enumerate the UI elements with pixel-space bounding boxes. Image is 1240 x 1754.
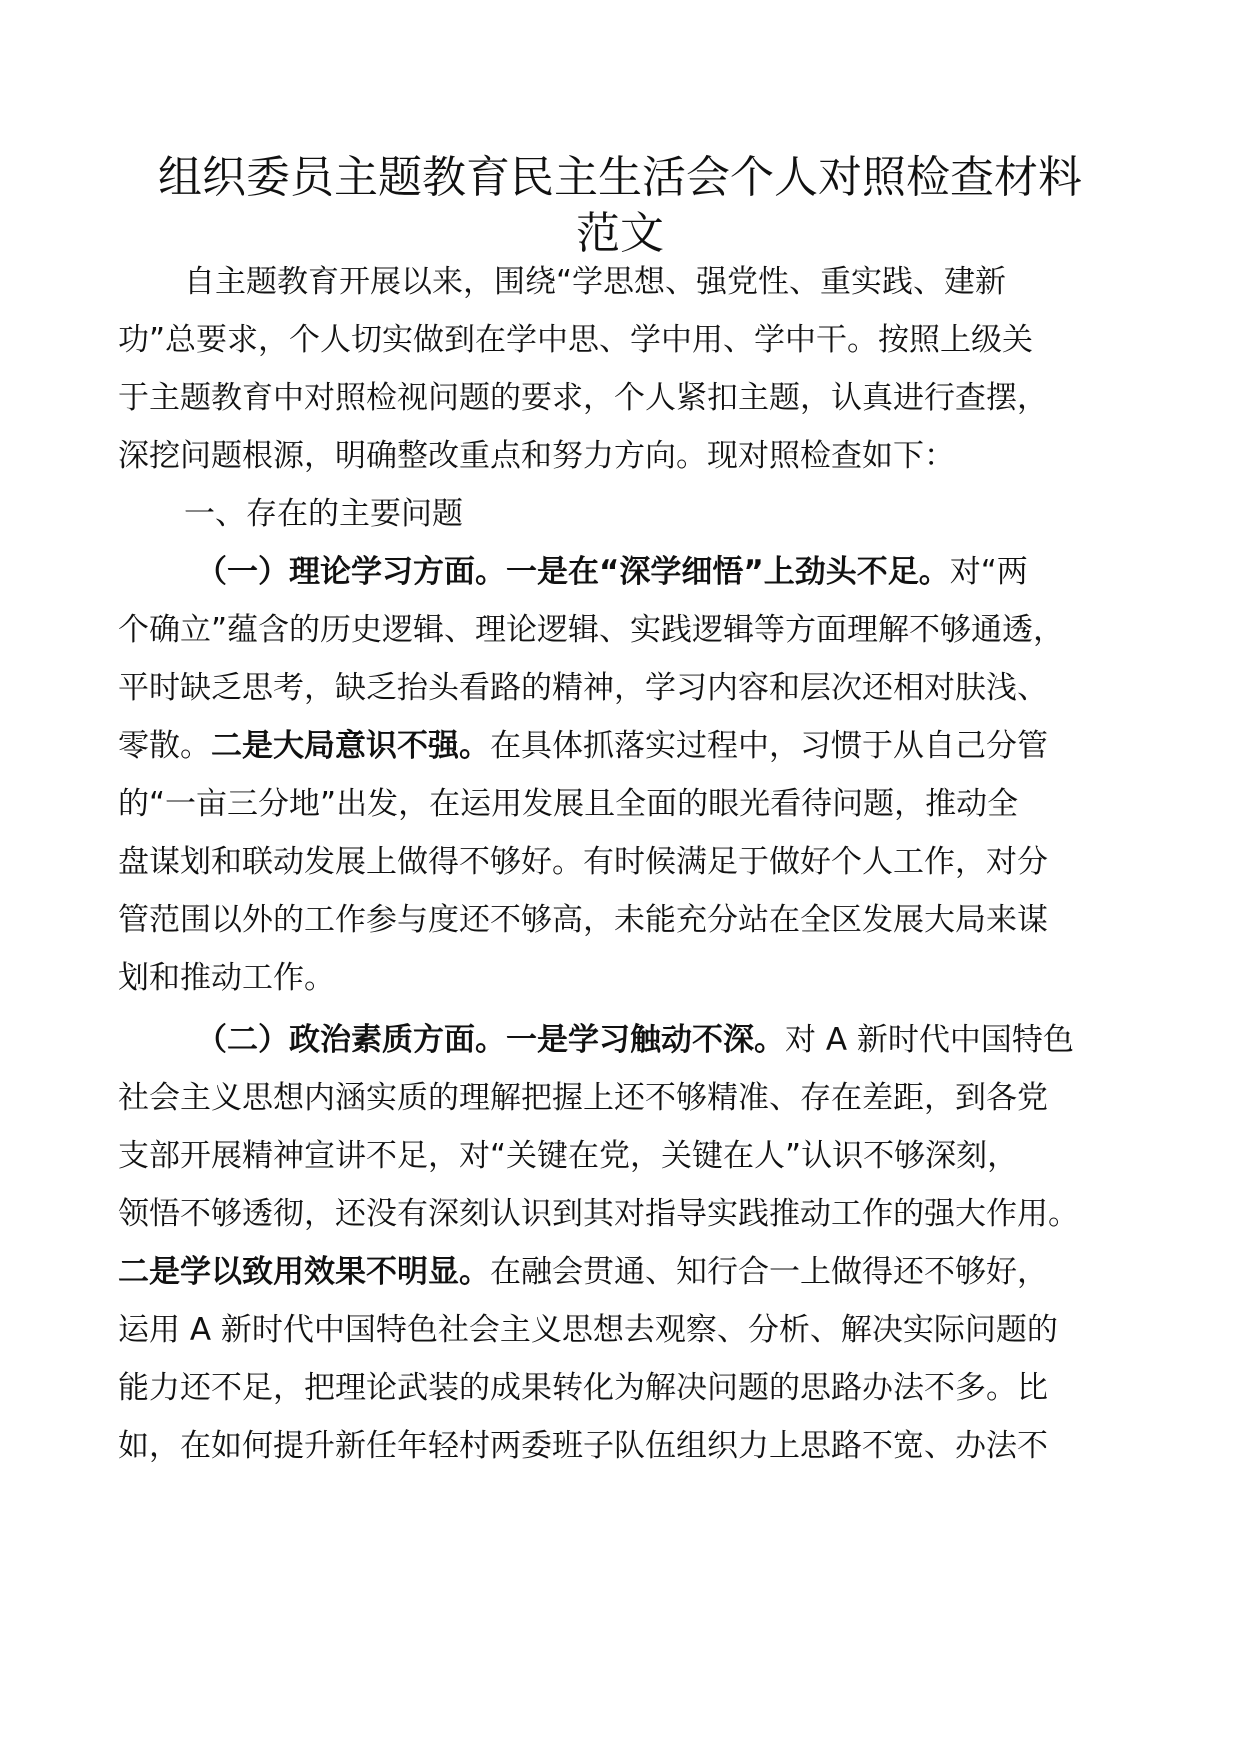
part1-heading-line [196,552,1140,592]
part1-line: 管范围以外的工作参与度还不够高，未能充分站在全区发展大局来谋 [118,902,1048,938]
part1-heading: （一）理论学习方面。一是在“深学细悟”上劲头不足。 [196,554,950,590]
intro-line: 于主题教育中对照检视问题的要求，个人紧扣主题，认真进行查摆， [118,380,1048,416]
part2-line: 社会主义思想内涵实质的理解把握上还不够精准、存在差距，到各党 [118,1080,1048,1116]
part2-line [118,1252,1140,1292]
part2-line: 支部开展精神宣讲不足，对“关键在党，关键在人”认识不够深刻， [118,1138,1019,1174]
part1-line4-start: 零散。 [118,728,211,764]
part1-line: 平时缺乏思考，缺乏抬头看路的精神，学习内容和层次还相对肤浅、 [118,670,1048,706]
part1-line: 个确立”蕴含的历史逻辑、理论逻辑、实践逻辑等方面理解不够通透， [118,612,1065,648]
part1-line: 划和推动工作。 [118,960,335,996]
part1-subheading: 二是大局意识不强。 [211,728,490,764]
part2-line: 能力还不足，把理论武装的成果转化为解决问题的思路办法不多。比 [118,1370,1048,1406]
part2-line: 运用 A 新时代中国特色社会主义思想去观察、分析、解决实际问题的 [118,1312,1058,1348]
part2-subheading: 二是学以致用效果不明显。 [118,1254,490,1290]
document-title-continued: 范文 [576,208,664,259]
part1-line: 的“一亩三分地”出发，在运用发展且全面的眼光看待问题，推动全 [118,786,1019,822]
part2-line5-rest: 在融会贯通、知行合一上做得还不够好， [490,1254,1048,1290]
part1-line: 盘谋划和联动发展上做得不够好。有时候满足于做好个人工作，对分 [118,844,1048,880]
part2-line: 领悟不够透彻，还没有深刻认识到其对指导实践推动工作的强大作用。 [118,1196,1079,1232]
intro-line: 自主题教育开展以来，围绕“学思想、强党性、重实践、建新 [184,264,1007,300]
section-heading: 一、存在的主要问题 [184,496,463,532]
intro-line: 功”总要求，个人切实做到在学中思、学中用、学中干。按照上级关 [118,322,1034,358]
part2-heading-text: 对 A 新时代中国特色 [785,1022,1074,1058]
part2-line: 如，在如何提升新任年轻村两委班子队伍组织力上思路不宽、办法不 [118,1428,1048,1464]
intro-line: 深挖问题根源，明确整改重点和努力方向。现对照检查如下： [118,438,955,474]
part2-heading-line [196,1020,1140,1060]
part2-heading: （二）政治素质方面。一是学习触动不深。 [196,1022,785,1058]
part1-heading-text: 对“两 [949,554,1028,590]
part1-line4-rest: 在具体抓落实过程中，习惯于从自己分管 [490,728,1048,764]
part1-line [118,726,1140,766]
document-title: 组织委员主题教育民主生活会个人对照检查材料 [158,152,1082,203]
